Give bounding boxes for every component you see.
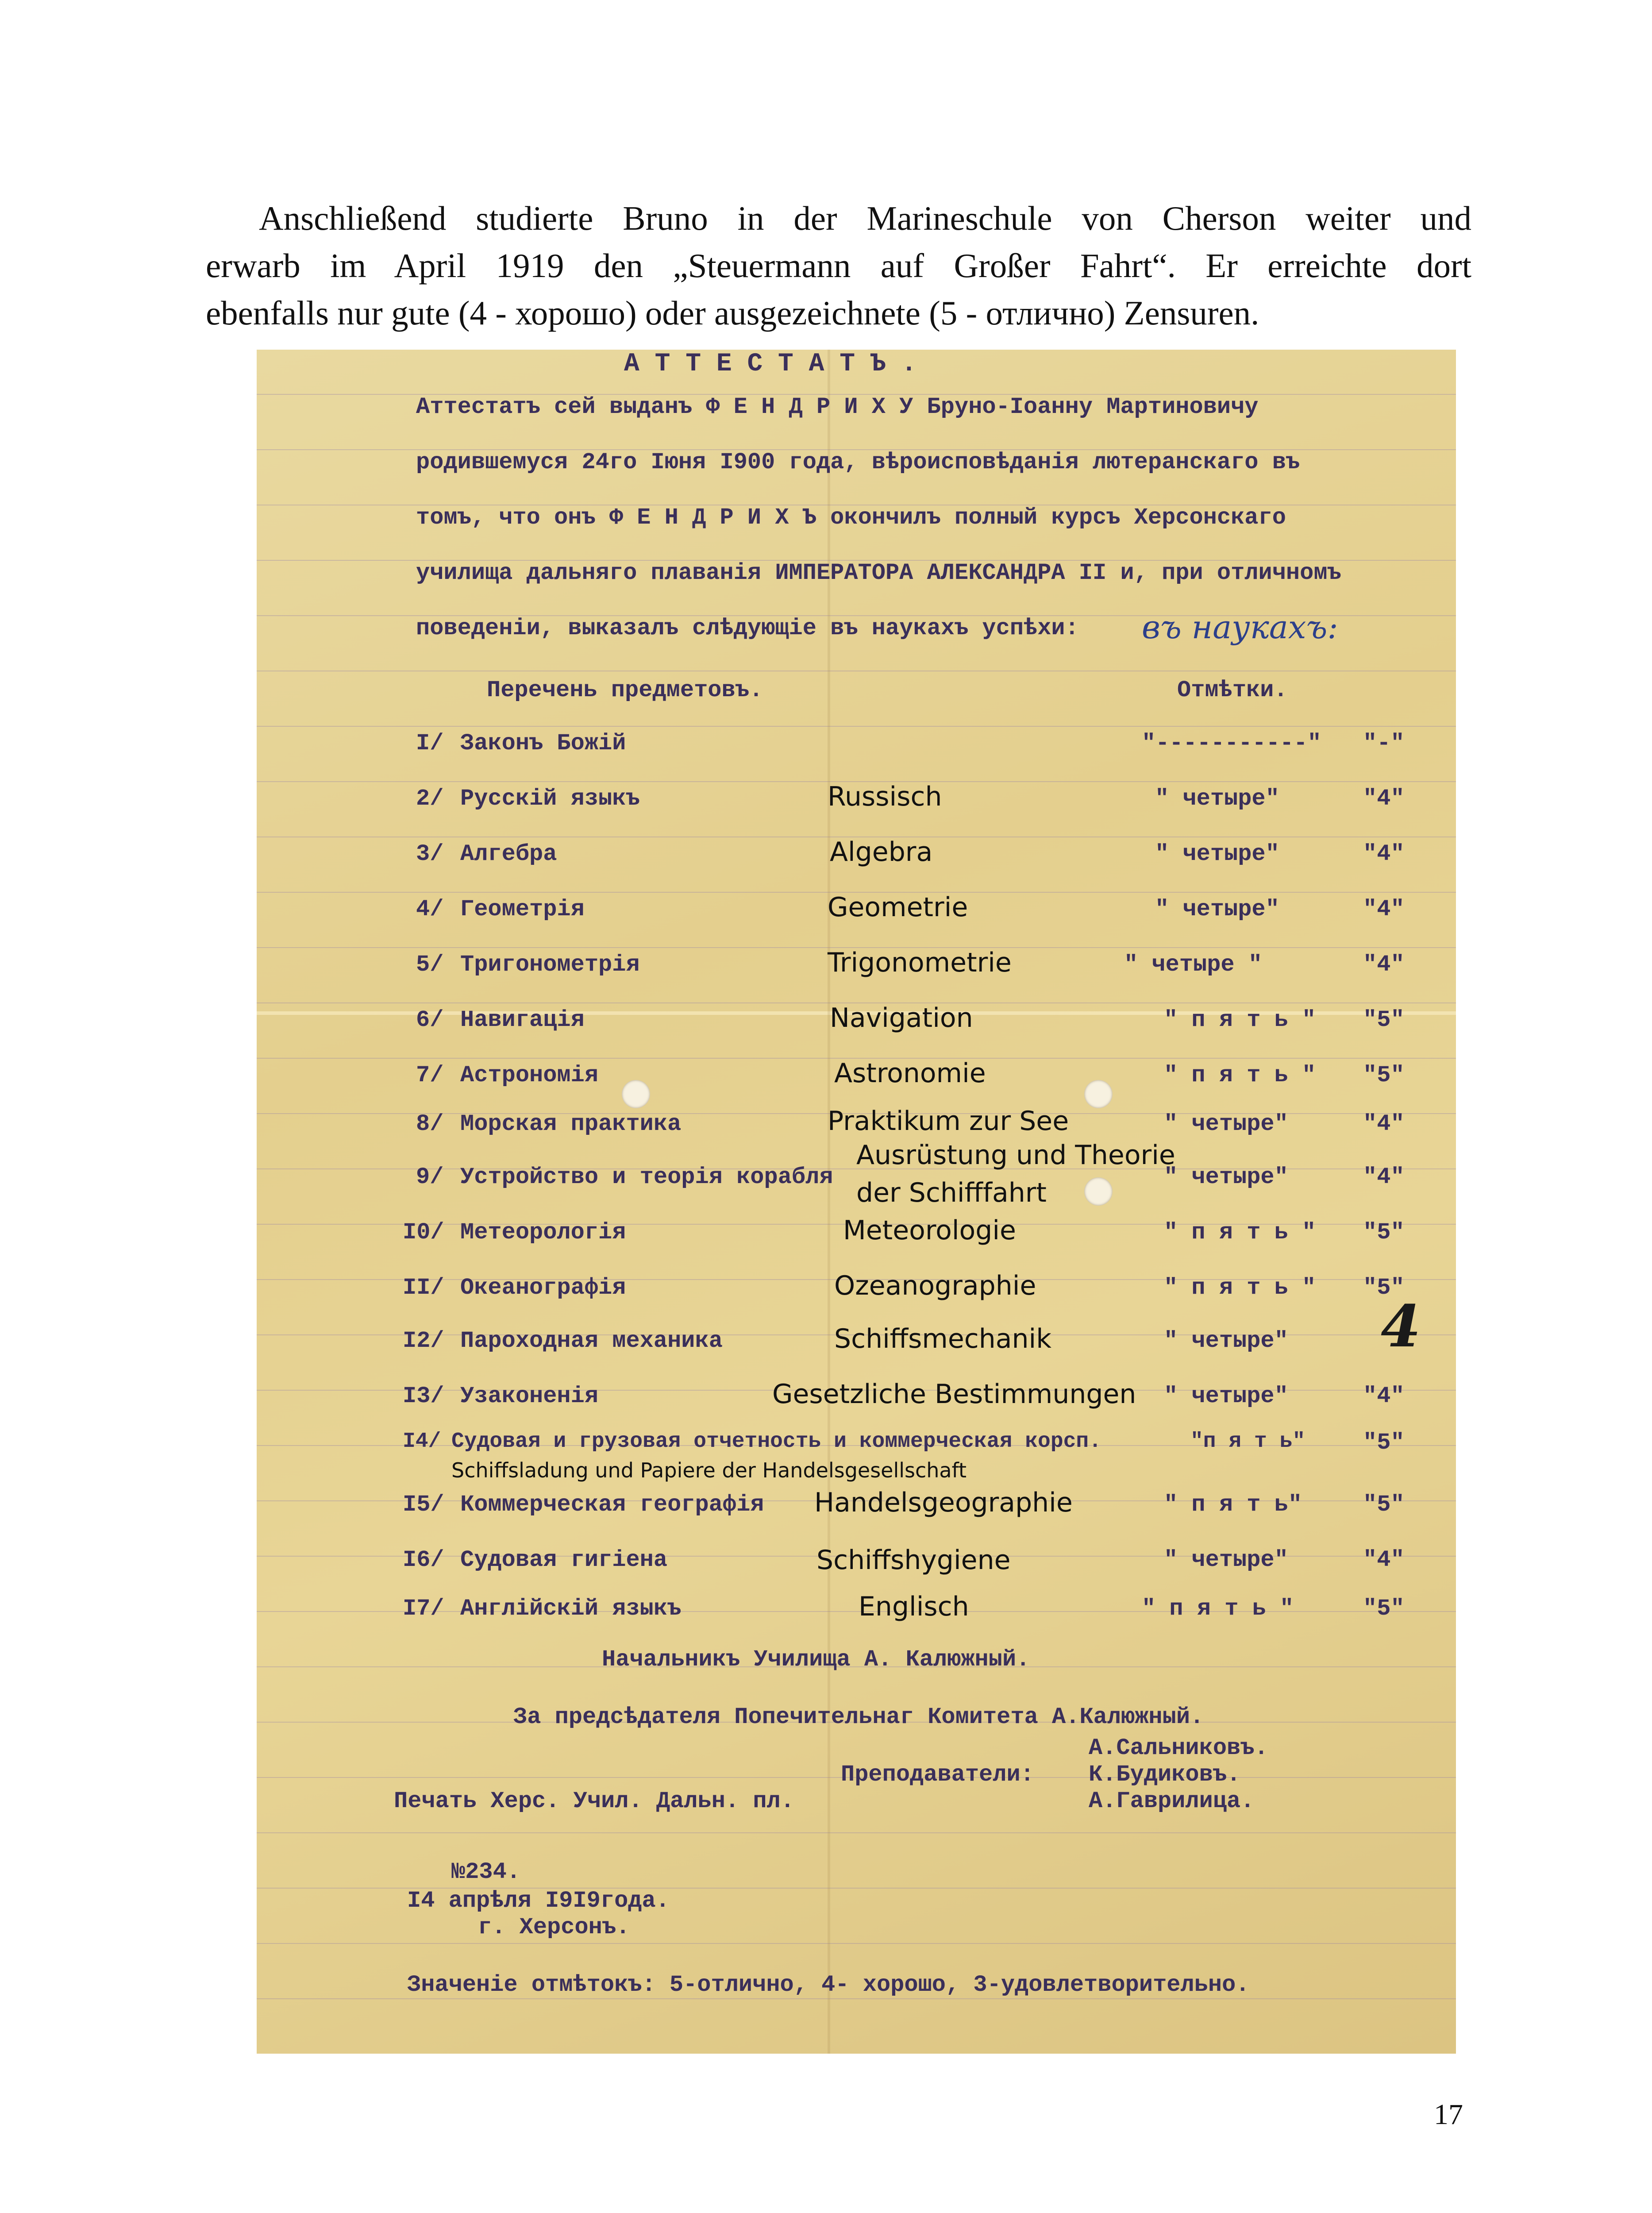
subject-number: II/ [403, 1275, 444, 1301]
subject-number: I0/ [403, 1219, 444, 1245]
subject-name-de: Ausrüstung und Theorie [856, 1140, 1175, 1171]
grade-number: "4" [1363, 1547, 1405, 1573]
subject-name-ru: Тригонометрія [460, 952, 640, 978]
subject-name-de: Navigation [830, 1002, 973, 1033]
grade-word: "-----------" [1142, 730, 1321, 756]
grade-number: "5" [1363, 1492, 1405, 1518]
handwritten-note: въ наукахъ: [1142, 609, 1338, 646]
certificate-city: г. Херсонъ. [478, 1914, 630, 1940]
subject-name-ru: Океанографія [460, 1275, 626, 1301]
subject-name-ru: Законъ Божій [460, 730, 626, 756]
punch-hole [1084, 1080, 1113, 1108]
grade-number: "4" [1363, 1164, 1405, 1190]
subject-name-de: Meteorologie [843, 1215, 1016, 1246]
subject-name-ru: Коммерческая географія [460, 1492, 764, 1518]
subject-number: I3/ [403, 1383, 444, 1409]
subject-name-ru: Морская практика [460, 1111, 682, 1137]
subject-name-ru: Навигація [460, 1007, 585, 1033]
teachers-label: Преподаватели: [841, 1762, 1034, 1788]
subject-name-de: Gesetzliche Bestimmungen [772, 1379, 1136, 1410]
subject-name-ru: Узаконенія [460, 1383, 599, 1409]
subject-number: I7/ [403, 1596, 444, 1622]
subject-name-ru: Судовая гигіена [460, 1547, 668, 1573]
intro-line: Аттестатъ сей выданъ Ф Е Н Д Р И Х У Бруно-Іоанну Мартиновичу [416, 394, 1259, 420]
intro-paragraph [206, 195, 1471, 337]
subject-number: 8/ [416, 1111, 444, 1137]
subject-number: 7/ [416, 1062, 444, 1088]
subject-name-de: Ozeanographie [834, 1270, 1036, 1301]
subject-name-de: Praktikum zur See [828, 1106, 1069, 1137]
head-of-school: Начальникъ Училища А. Калюжный. [602, 1646, 1030, 1673]
paragraph-line-3: ebenfalls nur gute (4 - хорошо) oder ausgezeichnete (5 - отлично) Zensuren. [206, 294, 1259, 332]
subject-name-de: Algebra [830, 837, 933, 867]
grade-number: "5" [1363, 1430, 1405, 1456]
grade-number: "4" [1363, 1111, 1405, 1137]
subject-number: I/ [416, 730, 444, 756]
grade-word: " четыре " [1124, 952, 1263, 978]
marks-header: Отмѣтки. [1177, 677, 1288, 703]
subject-number: 4/ [416, 896, 444, 922]
intro-line: поведеніи, выказалъ слѣдующіе въ наукахъ успѣхи: [416, 615, 1079, 641]
grade-word: " п я т ь " [1142, 1596, 1294, 1622]
punch-hole [1084, 1177, 1113, 1206]
grade-number: "4" [1363, 1383, 1405, 1409]
handwritten-grade: 4 [1381, 1292, 1421, 1360]
subject-number: 9/ [416, 1164, 444, 1190]
grade-number: "5" [1363, 1275, 1405, 1301]
grade-number: "5" [1363, 1596, 1405, 1622]
subject-name-de: Schiffshygiene [816, 1545, 1011, 1576]
grade-word: " п я т ь " [1164, 1219, 1316, 1245]
subject-number: I2/ [403, 1328, 444, 1354]
grade-number: "4" [1363, 786, 1405, 812]
grade-word: " четыре" [1164, 1383, 1288, 1409]
subject-name-de: Russisch [828, 781, 942, 812]
subject-name-de: Geometrie [828, 892, 968, 923]
teacher-name: А.Гаврилица. [1089, 1788, 1255, 1814]
subject-name-ru: Астрономія [460, 1062, 599, 1088]
subject-number: I5/ [403, 1492, 444, 1518]
grade-key: Значеніе отмѣтокъ: 5-отлично, 4- хорошо, 3-удовлетворительно. [407, 1972, 1250, 1998]
grade-word: "п я т ь" [1190, 1430, 1305, 1453]
certificate-title: А Т Т Е С Т А Т Ъ . [624, 350, 917, 378]
grade-word: " п я т ь " [1164, 1007, 1316, 1033]
page-number: 17 [1434, 2098, 1463, 2131]
subject-name-de: Englisch [859, 1591, 969, 1622]
grade-word: " четыре" [1155, 786, 1279, 812]
subjects-header: Перечень предметовъ. [487, 677, 763, 703]
subject-name-ru: Алгебра [460, 841, 557, 867]
grade-number: "4" [1363, 896, 1405, 922]
teacher-name: А.Сальниковъ. [1089, 1735, 1268, 1761]
grade-word: " п я т ь " [1164, 1275, 1316, 1301]
grade-word: " четыре" [1155, 896, 1279, 922]
subject-name-ru: Геометрія [460, 896, 585, 922]
certificate-number: №234. [451, 1859, 521, 1885]
grade-number: "5" [1363, 1007, 1405, 1033]
subject-name-ru: Устройство и теорія корабля [460, 1164, 833, 1190]
subject-name-de: Handelsgeographie [814, 1487, 1073, 1518]
subject-name-ru: Судовая и грузовая отчетность и коммерческая корсп. [451, 1430, 1102, 1453]
chairman-line: За предсѣдателя Попечительнаг Комитета А.Калюжный. [513, 1704, 1204, 1730]
subject-name-ru: Метеорологія [460, 1219, 626, 1245]
grade-number: "5" [1363, 1219, 1405, 1245]
subject-number: 2/ [416, 786, 444, 812]
subject-number: 6/ [416, 1007, 444, 1033]
teacher-name: К.Будиковъ. [1089, 1762, 1241, 1788]
subject-name-de: Trigonometrie [828, 947, 1012, 978]
subject-name-ru: Русскій языкъ [460, 786, 640, 812]
subject-name-de-line2: der Schifffahrt [856, 1177, 1047, 1208]
grade-number: "4" [1363, 841, 1405, 867]
grade-number: "-" [1363, 730, 1405, 756]
subject-name-de: Astronomie [834, 1058, 986, 1089]
grade-word: " четыре" [1164, 1328, 1288, 1354]
intro-line: училища дальняго плаванія ИМПЕРАТОРА АЛЕКСАНДРА II и, при отличномъ [416, 560, 1341, 586]
grade-word: " четыре" [1164, 1111, 1288, 1137]
seal-text: Печать Херс. Учил. Дальн. пл. [394, 1788, 794, 1814]
intro-line: родившемуся 24го Іюня I900 года, вѣроисповѣданія лютеранскаго въ [416, 449, 1300, 475]
subject-number: 3/ [416, 841, 444, 867]
subject-name-de: Schiffsladung und Papiere der Handelsgesellschaft [451, 1458, 967, 1482]
subject-name-ru: Англійскій языкъ [460, 1596, 682, 1622]
subject-name-de: Schiffsmechanik [834, 1323, 1051, 1354]
grade-word: " п я т ь " [1164, 1062, 1316, 1088]
grade-word: " четыре" [1155, 841, 1279, 867]
grade-number: "5" [1363, 1062, 1405, 1088]
certificate-scan [257, 350, 1456, 2054]
punch-hole [622, 1080, 650, 1108]
grade-number: "4" [1363, 952, 1405, 978]
subject-number: 5/ [416, 952, 444, 978]
grade-word: " четыре" [1164, 1164, 1288, 1190]
subject-number: I4/ [403, 1430, 441, 1453]
paragraph-line-1: Anschließend studierte Bruno in der Marineschule von Cherson weiter und [259, 199, 1471, 237]
subject-name-ru: Пароходная механика [460, 1328, 723, 1354]
paragraph-line-2: erwarb im April 1919 den „Steuermann auf Großer Fahrt“. Er erreichte dort [206, 247, 1471, 285]
grade-word: " п я т ь" [1164, 1492, 1302, 1518]
certificate-date: I4 апрѣля I9I9года. [407, 1888, 670, 1914]
grade-word: " четыре" [1164, 1547, 1288, 1573]
intro-line: томъ, что онъ Ф Е Н Д Р И Х Ъ окончилъ полный курсъ Херсонскаго [416, 505, 1286, 531]
subject-number: I6/ [403, 1547, 444, 1573]
